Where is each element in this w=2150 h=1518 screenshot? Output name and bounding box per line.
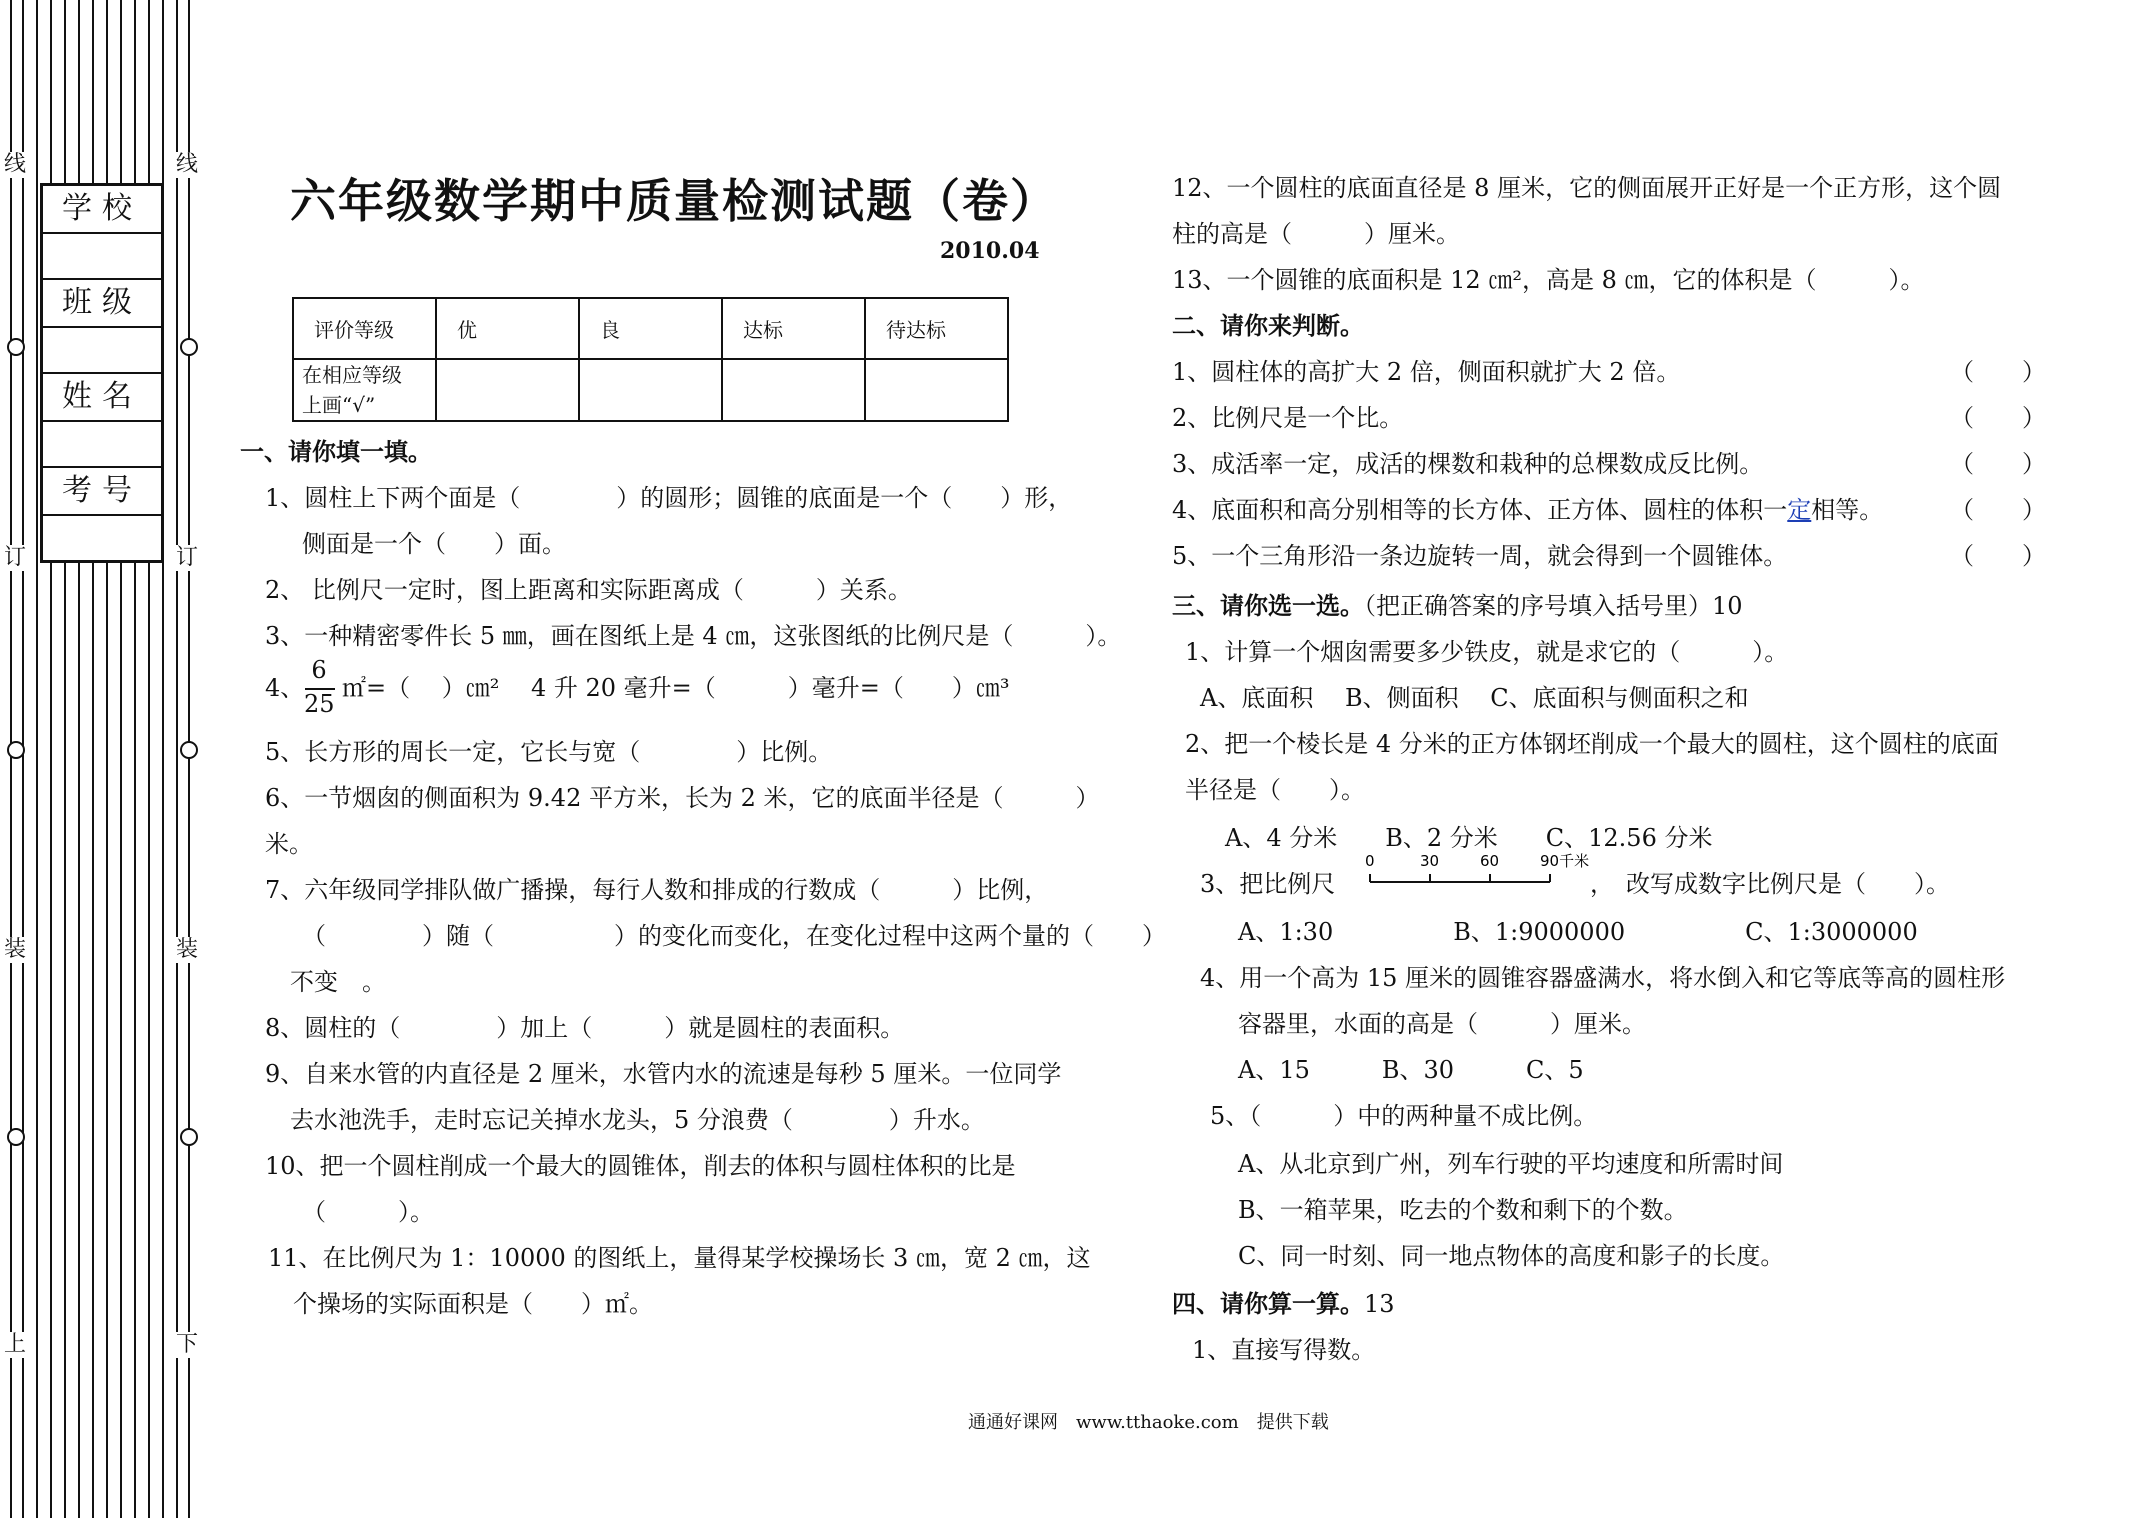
page-footer: 通通好课网 www.tthaoke.com 提供下载	[968, 1412, 1329, 1433]
grade-instruction-line: 在相应等级	[302, 363, 402, 387]
punch-hole	[180, 338, 198, 356]
question-line: 3、把比例尺	[1200, 870, 1336, 898]
scale-tick-label: 90千米	[1540, 852, 1590, 870]
question-line: 4、	[265, 674, 305, 702]
question-line: 8、圆柱的（ ）加上（ ）就是圆柱的表面积。	[265, 1014, 905, 1042]
grade-header-cell: 待达标	[865, 298, 1008, 359]
section-heading-bold: 三、请你选一选。	[1172, 591, 1364, 620]
section-heading: 三、请你选一选。（把正确答案的序号填入括号里）10	[1172, 591, 1743, 620]
scale-tick-label: 60	[1480, 852, 1500, 870]
margin-char: 订	[3, 545, 26, 570]
question-line: 米。	[265, 830, 313, 858]
name-label: 姓名	[43, 374, 161, 422]
margin-char: 下	[175, 1332, 198, 1357]
choice-option: C、同一时刻、同一地点物体的高度和影子的长度。	[1238, 1242, 1785, 1270]
question-line: 侧面是一个（ ）面。	[302, 530, 566, 558]
grade-table	[292, 297, 1009, 422]
question-line: 5、长方形的周长一定，它长与宽（ ）比例。	[265, 738, 833, 766]
margin-char: 装	[175, 937, 198, 962]
judge-answer-paren[interactable]: （ ）	[1950, 358, 2046, 386]
grade-check-cell[interactable]	[579, 359, 722, 421]
section-heading: 二、请你来判断。	[1172, 311, 1364, 340]
question-line: 13、一个圆锥的底面积是 12 ㎝²，高是 8 ㎝，它的体积是（ ）。	[1172, 266, 1925, 294]
punch-hole	[180, 1128, 198, 1146]
question-line: （ ）随（ ）的变化而变化，在变化过程中这两个量的（ ）	[302, 922, 1166, 950]
question-line: ， 改写成数字比例尺是（ ）。	[1590, 870, 1950, 898]
punch-hole	[7, 1128, 25, 1146]
judge-answer-paren[interactable]: （ ）	[1950, 404, 2046, 432]
question-line: 去水池洗手，走时忘记关掉水龙头，5 分浪费（ ）升水。	[290, 1106, 985, 1134]
question-line: 5、（ ）中的两种量不成比例。	[1210, 1102, 1598, 1130]
fraction-denominator: 25	[304, 690, 335, 718]
question-line: 9、自来水管的内直径是 2 厘米，水管内水的流速是每秒 5 厘米。一位同学	[265, 1060, 1062, 1088]
grade-header-cell: 良	[579, 298, 722, 359]
question-line: 半径是（ ）。	[1185, 776, 1365, 804]
name-field[interactable]	[43, 422, 161, 468]
question-line: 1、直接写得数。	[1192, 1336, 1376, 1364]
exam-date: 2010.04	[940, 238, 1040, 264]
scale-tick-label: 30	[1420, 852, 1440, 870]
margin-char: 订	[175, 545, 198, 570]
student-info-box	[40, 183, 164, 563]
judge-item: 2、比例尺是一个比。	[1172, 404, 1404, 432]
inline-link[interactable]: 定	[1787, 496, 1812, 524]
question-line: （ ）。	[302, 1198, 434, 1226]
grade-check-cell[interactable]	[436, 359, 579, 421]
punch-hole	[7, 741, 25, 759]
punch-hole	[7, 338, 25, 356]
grade-check-cell[interactable]	[722, 359, 865, 421]
grade-instruction-cell	[293, 359, 436, 421]
judge-item	[1172, 494, 1883, 526]
school-field[interactable]	[43, 234, 161, 280]
margin-char: 上	[3, 1332, 26, 1357]
judge-answer-paren[interactable]: （ ）	[1950, 496, 2046, 524]
choice-options: A、15 B、30 C、5	[1238, 1056, 1584, 1084]
judge-item: 1、圆柱体的高扩大 2 倍，侧面积就扩大 2 倍。	[1172, 358, 1681, 386]
question-line: 不变 。	[290, 968, 386, 996]
question-line: 4、用一个高为 15 厘米的圆锥容器盛满水，将水倒入和它等底等高的圆柱形	[1200, 964, 2006, 992]
question-line: 10、把一个圆柱削成一个最大的圆锥体，削去的体积与圆柱体积的比是	[265, 1152, 1016, 1180]
grade-instruction-line: 上画“√”	[302, 393, 376, 417]
choice-options: A、底面积 B、侧面积 C、底面积与侧面积之和	[1200, 684, 1749, 712]
question-line: 11、在比例尺为 1：10000 的图纸上，量得某学校操场长 3 ㎝，宽 2 ㎝，这	[268, 1244, 1091, 1272]
fraction-numerator: 6	[311, 656, 327, 684]
school-label: 学校	[43, 186, 161, 234]
section-heading: 四、请你算一算。13	[1172, 1289, 1395, 1318]
choice-option: B、一箱苹果，吃去的个数和剩下的个数。	[1238, 1196, 1688, 1224]
question-line: 1、圆柱上下两个面是（ ）的圆形；圆锥的底面是一个（ ）形，	[265, 484, 1073, 512]
punch-hole	[180, 741, 198, 759]
question-line: 2、把一个棱长是 4 分米的正方体钢坯削成一个最大的圆柱，这个圆柱的底面	[1185, 730, 1999, 758]
question-line: 12、一个圆柱的底面直径是 8 厘米，它的侧面展开正好是一个正方形，这个圆	[1172, 174, 2002, 202]
section-heading-bold: 四、请你算一算。	[1172, 1289, 1364, 1318]
choice-options: A、4 分米 B、2 分米 C、12.56 分米	[1225, 824, 1713, 852]
margin-char: 线	[175, 152, 198, 177]
grade-header-cell: 评价等级	[293, 298, 436, 359]
judge-item-text: 相等。	[1811, 496, 1884, 524]
question-line: 3、一种精密零件长 5 ㎜，画在图纸上是 4 ㎝，这张图纸的比例尺是（ ）。	[265, 622, 1122, 650]
exam-number-field[interactable]	[43, 516, 161, 560]
margin-char: 装	[3, 937, 26, 962]
scale-bar	[1360, 848, 1590, 898]
choice-option: A、从北京到广州，列车行驶的平均速度和所需时间	[1238, 1150, 1784, 1178]
choice-options: A、1:30 B、1:9000000 C、1:3000000	[1238, 918, 1918, 946]
question-line: 个操场的实际面积是（ ）㎡。	[293, 1290, 653, 1318]
class-label: 班级	[43, 280, 161, 328]
question-line: 7、六年级同学排队做广播操，每行人数和排成的行数成（ ）比例，	[265, 876, 1049, 904]
exam-number-label: 考号	[43, 468, 161, 516]
margin-char: 线	[3, 152, 26, 177]
page-title: 六年级数学期中质量检测试题（卷）	[290, 174, 1058, 228]
question-line: 柱的高是（ ）厘米。	[1172, 220, 1460, 248]
judge-item-text: 4、底面积和高分别相等的长方体、正方体、圆柱的体积一	[1172, 496, 1788, 524]
judge-answer-paren[interactable]: （ ）	[1950, 450, 2046, 478]
judge-answer-paren[interactable]: （ ）	[1950, 542, 2046, 570]
grade-header-cell: 达标	[722, 298, 865, 359]
question-line: ㎡=（ ）㎝² 4 升 20 毫升=（ ）毫升=（ ）㎝³	[342, 674, 1010, 702]
question-line: 2、 比例尺一定时，图上距离和实际距离成（ ）关系。	[265, 576, 912, 604]
section-heading: 一、请你填一填。	[240, 437, 432, 466]
grade-check-cell[interactable]	[865, 359, 1008, 421]
question-line: 1、计算一个烟囱需要多少铁皮，就是求它的（ ）。	[1185, 638, 1789, 666]
class-field[interactable]	[43, 328, 161, 374]
grade-header-cell: 优	[436, 298, 579, 359]
question-line: 容器里，水面的高是（ ）厘米。	[1238, 1010, 1646, 1038]
scale-tick-label: 0	[1365, 852, 1375, 870]
judge-item: 5、一个三角形沿一条边旋转一周，就会得到一个圆锥体。	[1172, 542, 1788, 570]
question-line: 6、一节烟囱的侧面积为 9.42 平方米，长为 2 米，它的底面半径是（ ）	[265, 784, 1100, 812]
judge-item: 3、成活率一定，成活的棵数和栽种的总棵数成反比例。	[1172, 450, 1764, 478]
